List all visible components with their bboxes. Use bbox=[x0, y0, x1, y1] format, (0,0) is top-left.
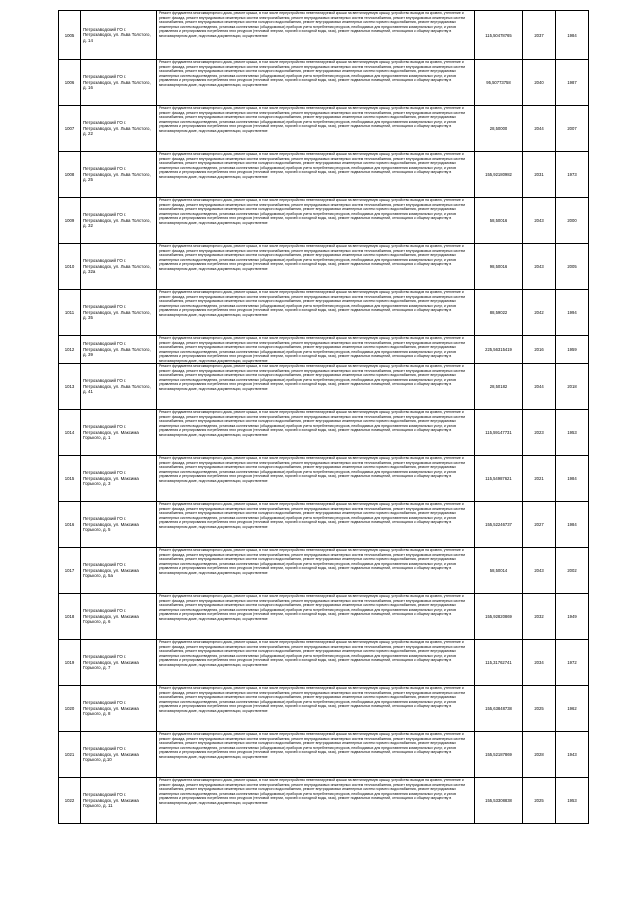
works-text: Ремонт фундамента многоквартирного дома, ремонт крыши, в том числе переустройство невентилируемой крыши на вентилируемую крышу, устройство выходов на кровлю, утепление и ремонт фасада, ремонт внутридомовых инженерных систем электроснабжения, ремонт внутридомовых инженерных систем теплоснабжения, ремонт внутридомовых инженерных систем газоснабжения, ремонт внутридомовых инженерных систем холодного водоснабжения, ремонт внутридомовых инженерных систем горячего водоснабжения, ремонт внутридомовых инженерных систем водоотведения, установка коллективных (общедомовых) приборов учета потребления ресурсов, необходимых для предоставления коммунальных услуг, и узлов управления и регулирования потребления этих ресурсов (тепловой энергии, горячей и холодной воды, газа), ремонт подвальных помещений, относящихся к общему имуществу в многоквартирном доме, подготовка документации, осуществление bbox=[159, 732, 465, 759]
table-row bbox=[59, 732, 589, 778]
row-number: 1013 bbox=[59, 364, 81, 410]
row-year-built: 2000 bbox=[556, 198, 589, 244]
row-year-built: 1973 bbox=[556, 152, 589, 198]
row-works bbox=[157, 106, 475, 152]
row-works bbox=[157, 732, 475, 778]
table-row bbox=[59, 336, 589, 364]
works-text: Ремонт фундамента многоквартирного дома, ремонт крыши, в том числе переустройство невентилируемой крыши на вентилируемую крышу, устройство выходов на кровлю, утепление и ремонт фасада, ремонт внутридомовых инженерных систем электроснабжения, ремонт внутридомовых инженерных систем теплоснабжения, ремонт внутридомовых инженерных систем газоснабжения, ремонт внутридомовых инженерных систем холодного водоснабжения, ремонт внутридомовых инженерных систем горячего водоснабжения, ремонт внутридомовых инженерных систем водоотведения, установка коллективных (общедомовых) приборов учета потребления ресурсов, необходимых для предоставления коммунальных услуг, и узлов управления и регулирования потребления этих ресурсов (тепловой энергии, горячей и холодной воды, газа), ремонт подвальных помещений, относящихся к общему имуществу в многоквартирном доме, подготовка документации, осуществление bbox=[159, 778, 465, 805]
row-address: Петрозаводский ГО г. Петрозаводск, ул. Льва Толстого, д. 22 bbox=[81, 106, 157, 152]
works-text: Ремонт фундамента многоквартирного дома, ремонт крыши, в том числе переустройство невентилируемой крыши на вентилируемую крышу, устройство выходов на кровлю, утепление и ремонт фасада, ремонт внутридомовых инженерных систем электроснабжения, ремонт внутридомовых инженерных систем теплоснабжения, ремонт внутридомовых инженерных систем газоснабжения, ремонт внутридомовых инженерных систем холодного водоснабжения, ремонт внутридомовых инженерных систем горячего водоснабжения, ремонт внутридомовых инженерных систем водоотведения, установка коллективных (общедомовых) приборов учета потребления ресурсов, необходимых для предоставления коммунальных услуг, и узлов управления и регулирования потребления этих ресурсов (тепловой энергии, горячей и холодной воды, газа), ремонт подвальных помещений, относящихся к общему имуществу в многоквартирном доме, подготовка документации, осуществление bbox=[159, 11, 465, 38]
row-cost: 115,31762741 bbox=[475, 640, 523, 686]
row-number: 1016 bbox=[59, 502, 81, 548]
row-year-plan: 2040 bbox=[523, 60, 556, 106]
works-text: Ремонт фундамента многоквартирного дома, ремонт крыши, в том числе переустройство невентилируемой крыши на вентилируемую крышу, устройство выходов на кровлю, утепление и ремонт фасада, ремонт внутридомовых инженерных систем электроснабжения, ремонт внутридомовых инженерных систем теплоснабжения, ремонт внутридомовых инженерных систем газоснабжения, ремонт внутридомовых инженерных систем холодного водоснабжения, ремонт внутридомовых инженерных систем горячего водоснабжения, ремонт внутридомовых инженерных систем водоотведения, установка коллективных (общедомовых) приборов учета потребления ресурсов, необходимых для предоставления коммунальных услуг, и узлов управления и регулирования потребления этих ресурсов (тепловой энергии, горячей и холодной воды, газа), ремонт подвальных помещений, относящихся к общему имуществу в многоквартирном доме, подготовка документации, осуществление bbox=[159, 594, 465, 621]
row-address: Петрозаводский ГО г. Петрозаводск, ул. Льва Толстого, д. 32 bbox=[81, 198, 157, 244]
row-cost: 155,92180982 bbox=[475, 152, 523, 198]
row-year-built: 1949 bbox=[556, 594, 589, 640]
row-address: Петрозаводский ГО г. Петрозаводск, ул. Льва Толстого, д. 14 bbox=[81, 11, 157, 60]
works-text: Ремонт фундамента многоквартирного дома, ремонт крыши, в том числе переустройство невентилируемой крыши на вентилируемую крышу, устройство выходов на кровлю, утепление и ремонт фасада, ремонт внутридомовых инженерных систем электроснабжения, ремонт внутридомовых инженерных систем теплоснабжения, ремонт внутридомовых инженерных систем газоснабжения, ремонт внутридомовых инженерных систем холодного водоснабжения, ремонт внутридомовых инженерных систем горячего водоснабжения, ремонт внутридомовых инженерных систем водоотведения, установка коллективных (общедомовых) приборов учета потребления ресурсов, необходимых для предоставления коммунальных услуг, и узлов управления и регулирования потребления этих ресурсов (тепловой энергии, горячей и холодной воды, газа), ремонт подвальных помещений, относящихся к общему имуществу в многоквартирном доме, подготовка документации, осуществление bbox=[159, 60, 465, 87]
row-cost: 155,52187869 bbox=[475, 732, 523, 778]
table-row bbox=[59, 548, 589, 594]
works-text: Ремонт фундамента многоквартирного дома, ремонт крыши, в том числе переустройство невентилируемой крыши на вентилируемую крышу, устройство выходов на кровлю, утепление и ремонт фасада, ремонт внутридомовых инженерных систем электроснабжения, ремонт внутридомовых инженерных систем теплоснабжения, ремонт внутридомовых инженерных систем газоснабжения, ремонт внутридомовых инженерных систем холодного водоснабжения, ремонт внутридомовых инженерных систем горячего водоснабжения, ремонт внутридомовых инженерных систем водоотведения, установка коллективных (общедомовых) приборов учета потребления ресурсов, необходимых для предоставления коммунальных услуг, и узлов управления и регулирования потребления этих ресурсов (тепловой энергии, горячей и холодной воды, газа), ремонт подвальных помещений, относящихся к общему имуществу в многоквартирном доме, подготовка документации, осуществление bbox=[159, 548, 465, 575]
row-works bbox=[157, 686, 475, 732]
row-cost: 95,50773758 bbox=[475, 60, 523, 106]
row-works bbox=[157, 410, 475, 456]
table-row bbox=[59, 106, 589, 152]
row-cost: 28,50000 bbox=[475, 106, 523, 152]
row-works bbox=[157, 364, 475, 410]
row-cost: 28,50182 bbox=[475, 364, 523, 410]
row-year-built: 1987 bbox=[556, 60, 589, 106]
works-text: Ремонт фундамента многоквартирного дома, ремонт крыши, в том числе переустройство невентилируемой крыши на вентилируемую крышу, устройство выходов на кровлю, утепление и ремонт фасада, ремонт внутридомовых инженерных систем электроснабжения, ремонт внутридомовых инженерных систем теплоснабжения, ремонт внутридомовых инженерных систем газоснабжения, ремонт внутридомовых инженерных систем холодного водоснабжения, ремонт внутридомовых инженерных систем горячего водоснабжения, ремонт внутридомовых инженерных систем водоотведения, установка коллективных (общедомовых) приборов учета потребления ресурсов, необходимых для предоставления коммунальных услуг, и узлов управления и регулирования потребления этих ресурсов (тепловой энергии, горячей и холодной воды, газа), ремонт подвальных помещений, относящихся к общему имуществу в многоквартирном доме, подготовка документации, осуществление bbox=[159, 290, 465, 317]
works-text: Ремонт фундамента многоквартирного дома, ремонт крыши, в том числе переустройство невентилируемой крыши на вентилируемую крышу, устройство выходов на кровлю, утепление и ремонт фасада, ремонт внутридомовых инженерных систем электроснабжения, ремонт внутридомовых инженерных систем теплоснабжения, ремонт внутридомовых инженерных систем газоснабжения, ремонт внутридомовых инженерных систем холодного водоснабжения, ремонт внутридомовых инженерных систем горячего водоснабжения, ремонт внутридомовых инженерных систем водоотведения, установка коллективных (общедомовых) приборов учета потребления ресурсов, необходимых для предоставления коммунальных услуг, и узлов управления и регулирования потребления этих ресурсов (тепловой энергии, горячей и холодной воды, газа), ремонт подвальных помещений, относящихся к общему имуществу в многоквартирном доме, подготовка документации, осуществление bbox=[159, 106, 465, 133]
row-address: Петрозаводский ГО г. Петрозаводск, ул. Максима Горького, д. 7 bbox=[81, 640, 157, 686]
row-year-built: 1984 bbox=[556, 502, 589, 548]
table-row bbox=[59, 778, 589, 824]
row-year-plan: 2043 bbox=[523, 198, 556, 244]
table-row bbox=[59, 364, 589, 410]
works-text: Ремонт фундамента многоквартирного дома, ремонт крыши, в том числе переустройство невентилируемой крыши на вентилируемую крышу, устройство выходов на кровлю, утепление и ремонт фасада, ремонт внутридомовых инженерных систем электроснабжения, ремонт внутридомовых инженерных систем теплоснабжения, ремонт внутридомовых инженерных систем газоснабжения, ремонт внутридомовых инженерных систем холодного водоснабжения, ремонт внутридомовых инженерных систем горячего водоснабжения, ремонт внутридомовых инженерных систем водоотведения, установка коллективных (общедомовых) приборов учета потребления ресурсов, необходимых для предоставления коммунальных услуг, и узлов управления и регулирования потребления этих ресурсов (тепловой энергии, горячей и холодной воды, газа), ремонт подвальных помещений, относящихся к общему имуществу в многоквартирном доме, подготовка документации, осуществление bbox=[159, 502, 465, 529]
row-works bbox=[157, 198, 475, 244]
row-year-built: 1959 bbox=[556, 336, 589, 364]
row-works bbox=[157, 640, 475, 686]
row-year-plan: 2025 bbox=[523, 686, 556, 732]
table-row bbox=[59, 244, 589, 290]
row-cost: 88,59022 bbox=[475, 290, 523, 336]
row-number: 1018 bbox=[59, 594, 81, 640]
row-number: 1022 bbox=[59, 778, 81, 824]
row-cost: 115,59147731 bbox=[475, 410, 523, 456]
row-works bbox=[157, 336, 475, 364]
table-row bbox=[59, 60, 589, 106]
row-address: Петрозаводский ГО г. Петрозаводск, ул. Льва Толстого, д. 39 bbox=[81, 336, 157, 364]
table-row bbox=[59, 11, 589, 60]
table-row bbox=[59, 686, 589, 732]
row-cost: 58,50016 bbox=[475, 198, 523, 244]
row-year-built: 1972 bbox=[556, 640, 589, 686]
row-year-plan: 2044 bbox=[523, 106, 556, 152]
works-text: Ремонт фундамента многоквартирного дома, ремонт крыши, в том числе переустройство невентилируемой крыши на вентилируемую крышу, устройство выходов на кровлю, утепление и ремонт фасада, ремонт внутридомовых инженерных систем электроснабжения, ремонт внутридомовых инженерных систем теплоснабжения, ремонт внутридомовых инженерных систем газоснабжения, ремонт внутридомовых инженерных систем холодного водоснабжения, ремонт внутридомовых инженерных систем горячего водоснабжения, ремонт внутридомовых инженерных систем водоотведения, установка коллективных (общедомовых) приборов учета потребления ресурсов, необходимых для предоставления коммунальных услуг, и узлов управления и регулирования потребления этих ресурсов (тепловой энергии, горячей и холодной воды, газа), ремонт подвальных помещений, относящихся к общему имуществу в многоквартирном доме, подготовка документации, осуществление bbox=[159, 410, 465, 437]
works-text: Ремонт фундамента многоквартирного дома, ремонт крыши, в том числе переустройство невентилируемой крыши на вентилируемую крышу, устройство выходов на кровлю, утепление и ремонт фасада, ремонт внутридомовых инженерных систем электроснабжения, ремонт внутридомовых инженерных систем теплоснабжения, ремонт внутридомовых инженерных систем газоснабжения, ремонт внутридомовых инженерных систем холодного водоснабжения, ремонт внутридомовых инженерных систем горячего водоснабжения, ремонт внутридомовых инженерных систем водоотведения, установка коллективных (общедомовых) приборов учета потребления ресурсов, необходимых для предоставления коммунальных услуг, и узлов управления и регулирования потребления этих ресурсов (тепловой энергии, горячей и холодной воды, газа), ремонт подвальных помещений, относящихся к общему имуществу в многоквартирном доме, подготовка документации, осуществление bbox=[159, 198, 465, 225]
row-cost: 115,50478765 bbox=[475, 11, 523, 60]
row-number: 1011 bbox=[59, 290, 81, 336]
row-cost: 115,54987621 bbox=[475, 456, 523, 502]
row-number: 1012 bbox=[59, 336, 81, 364]
row-year-plan: 2043 bbox=[523, 548, 556, 594]
row-number: 1009 bbox=[59, 198, 81, 244]
row-year-built: 1953 bbox=[556, 410, 589, 456]
row-number: 1020 bbox=[59, 686, 81, 732]
works-text: Ремонт фундамента многоквартирного дома, ремонт крыши, в том числе переустройство невентилируемой крыши на вентилируемую крышу, устройство выходов на кровлю, утепление и ремонт фасада, ремонт внутридомовых инженерных систем электроснабжения, ремонт внутридомовых инженерных систем теплоснабжения, ремонт внутридомовых инженерных систем газоснабжения, ремонт внутридомовых инженерных систем холодного водоснабжения, ремонт внутридомовых инженерных систем горячего водоснабжения, ремонт внутридомовых инженерных систем водоотведения, установка коллективных (общедомовых) приборов учета потребления ресурсов, необходимых для предоставления коммунальных услуг, и узлов управления и регулирования потребления этих ресурсов (тепловой энергии, горячей и холодной воды, газа), ремонт подвальных помещений, относящихся к общему имуществу в многоквартирном доме, подготовка документации, осуществление bbox=[159, 640, 465, 667]
row-year-built: 2005 bbox=[556, 244, 589, 290]
row-year-built: 2018 bbox=[556, 364, 589, 410]
works-text: Ремонт фундамента многоквартирного дома, ремонт крыши, в том числе переустройство невентилируемой крыши на вентилируемую крышу, устройство выходов на кровлю, утепление и ремонт фасада, ремонт внутридомовых инженерных систем электроснабжения, ремонт внутридомовых инженерных систем теплоснабжения, ремонт внутридомовых инженерных систем газоснабжения, ремонт внутридомовых инженерных систем холодного водоснабжения, ремонт внутридомовых инженерных систем горячего водоснабжения, ремонт внутридомовых инженерных систем водоотведения, установка коллективных (общедомовых) приборов учета потребления ресурсов, необходимых для предоставления коммунальных услуг, и узлов управления и регулирования потребления этих ресурсов (тепловой энергии, горячей и холодной воды, газа), ремонт подвальных помещений, относящихся к общему имуществу в многоквартирном доме, подготовка документации, осуществление bbox=[159, 456, 465, 483]
row-number: 1005 bbox=[59, 11, 81, 60]
row-works bbox=[157, 778, 475, 824]
row-cost: 58,50014 bbox=[475, 548, 523, 594]
row-number: 1006 bbox=[59, 60, 81, 106]
row-year-built: 2007 bbox=[556, 106, 589, 152]
row-year-plan: 2034 bbox=[523, 640, 556, 686]
row-address: Петрозаводский ГО г. Петрозаводск, ул. Максима Горького, д. 5 bbox=[81, 502, 157, 548]
row-address: Петрозаводский ГО г. Петрозаводск, ул. Максима Горького, д. 6 bbox=[81, 594, 157, 640]
row-year-built: 1984 bbox=[556, 11, 589, 60]
row-number: 1021 bbox=[59, 732, 81, 778]
row-works bbox=[157, 152, 475, 198]
row-works bbox=[157, 11, 475, 60]
row-address: Петрозаводский ГО г. Петрозаводск, ул. Максима Горького, д.10 bbox=[81, 732, 157, 778]
row-year-plan: 2025 bbox=[523, 778, 556, 824]
row-year-plan: 2023 bbox=[523, 410, 556, 456]
row-year-plan: 2021 bbox=[523, 456, 556, 502]
row-number: 1007 bbox=[59, 106, 81, 152]
row-address: Петрозаводский ГО г. Петрозаводск, ул. Максима Горького, д. 1 bbox=[81, 410, 157, 456]
row-address: Петрозаводский ГО г. Петрозаводск, ул. Льва Толстого, д. 35 bbox=[81, 290, 157, 336]
document-page bbox=[58, 10, 588, 824]
row-address: Петрозаводский ГО г. Петрозаводск, ул. Максима Горького, д. 11 bbox=[81, 778, 157, 824]
row-year-built: 1962 bbox=[556, 686, 589, 732]
row-address: Петрозаводский ГО г. Петрозаводск, ул. Льва Толстого, д. 25 bbox=[81, 152, 157, 198]
row-year-built: 2002 bbox=[556, 548, 589, 594]
row-year-plan: 2016 bbox=[523, 336, 556, 364]
housing-repair-table bbox=[58, 10, 589, 824]
table-row bbox=[59, 198, 589, 244]
row-number: 1010 bbox=[59, 244, 81, 290]
works-text: Ремонт фундамента многоквартирного дома, ремонт крыши, в том числе переустройство невентилируемой крыши на вентилируемую крышу, устройство выходов на кровлю, утепление и ремонт фасада, ремонт внутридомовых инженерных систем электроснабжения, ремонт внутридомовых инженерных систем теплоснабжения, ремонт внутридомовых инженерных систем газоснабжения, ремонт внутридомовых инженерных систем холодного водоснабжения, ремонт внутридомовых инженерных систем горячего водоснабжения, ремонт внутридомовых инженерных систем водоотведения, установка коллективных (общедомовых) приборов учета потребления ресурсов, необходимых для предоставления коммунальных услуг, и узлов управления и регулирования потребления этих ресурсов (тепловой энергии, горячей и холодной воды, газа), ремонт подвальных помещений, относящихся к общему имуществу в многоквартирном доме, подготовка документации, осуществление bbox=[159, 364, 465, 391]
row-address: Петрозаводский ГО г. Петрозаводск, ул. Максима Горького, д. 8 bbox=[81, 686, 157, 732]
works-text: Ремонт фундамента многоквартирного дома, ремонт крыши, в том числе переустройство невентилируемой крыши на вентилируемую крышу, устройство выходов на кровлю, утепление и ремонт фасада, ремонт внутридомовых инженерных систем электроснабжения, ремонт внутридомовых инженерных систем теплоснабжения, ремонт внутридомовых инженерных систем газоснабжения, ремонт внутридомовых инженерных систем холодного водоснабжения, ремонт внутридомовых инженерных систем горячего водоснабжения, ремонт внутридомовых инженерных систем водоотведения, установка коллективных (общедомовых) приборов учета потребления ресурсов, необходимых для предоставления коммунальных услуг, и узлов управления и регулирования потребления этих ресурсов (тепловой энергии, горячей и холодной воды, газа), ремонт подвальных помещений, относящихся к общему имуществу в многоквартирном доме, подготовка документации, осуществление bbox=[159, 336, 465, 363]
table-row bbox=[59, 290, 589, 336]
row-year-plan: 2028 bbox=[523, 732, 556, 778]
row-address: Петрозаводский ГО г. Петрозаводск, ул. Льва Толстого, д. 41 bbox=[81, 364, 157, 410]
row-address: Петрозаводский ГО г. Петрозаводск, ул. Льва Толстого, д. 16 bbox=[81, 60, 157, 106]
row-year-plan: 2031 bbox=[523, 152, 556, 198]
row-number: 1008 bbox=[59, 152, 81, 198]
row-address: Петрозаводский ГО г. Петрозаводск, ул. Максима Горького, д. 5а bbox=[81, 548, 157, 594]
row-cost: 155,92820869 bbox=[475, 594, 523, 640]
row-year-built: 1994 bbox=[556, 290, 589, 336]
row-works bbox=[157, 456, 475, 502]
row-year-built: 1984 bbox=[556, 456, 589, 502]
row-year-plan: 2032 bbox=[523, 594, 556, 640]
works-text: Ремонт фундамента многоквартирного дома, ремонт крыши, в том числе переустройство невентилируемой крыши на вентилируемую крышу, устройство выходов на кровлю, утепление и ремонт фасада, ремонт внутридомовых инженерных систем электроснабжения, ремонт внутридомовых инженерных систем теплоснабжения, ремонт внутридомовых инженерных систем газоснабжения, ремонт внутридомовых инженерных систем холодного водоснабжения, ремонт внутридомовых инженерных систем горячего водоснабжения, ремонт внутридомовых инженерных систем водоотведения, установка коллективных (общедомовых) приборов учета потребления ресурсов, необходимых для предоставления коммунальных услуг, и узлов управления и регулирования потребления этих ресурсов (тепловой энергии, горячей и холодной воды, газа), ремонт подвальных помещений, относящихся к общему имуществу в многоквартирном доме, подготовка документации, осуществление bbox=[159, 152, 465, 179]
table-row bbox=[59, 502, 589, 548]
row-year-built: 1943 bbox=[556, 732, 589, 778]
row-works bbox=[157, 60, 475, 106]
row-cost: 98,50016 bbox=[475, 244, 523, 290]
row-cost: 155,63848738 bbox=[475, 686, 523, 732]
row-year-plan: 2027 bbox=[523, 502, 556, 548]
row-cost: 155,53308838 bbox=[475, 778, 523, 824]
row-works bbox=[157, 594, 475, 640]
table-row bbox=[59, 456, 589, 502]
row-number: 1015 bbox=[59, 456, 81, 502]
row-number: 1017 bbox=[59, 548, 81, 594]
row-year-plan: 2037 bbox=[523, 11, 556, 60]
row-works bbox=[157, 290, 475, 336]
row-number: 1019 bbox=[59, 640, 81, 686]
row-address: Петрозаводский ГО г. Петрозаводск, ул. Льва Толстого, д. 32а bbox=[81, 244, 157, 290]
table-row bbox=[59, 594, 589, 640]
row-works bbox=[157, 502, 475, 548]
table-row bbox=[59, 640, 589, 686]
table-row bbox=[59, 410, 589, 456]
row-year-plan: 2044 bbox=[523, 364, 556, 410]
row-cost: 155,52246737 bbox=[475, 502, 523, 548]
works-text: Ремонт фундамента многоквартирного дома, ремонт крыши, в том числе переустройство невентилируемой крыши на вентилируемую крышу, устройство выходов на кровлю, утепление и ремонт фасада, ремонт внутридомовых инженерных систем электроснабжения, ремонт внутридомовых инженерных систем теплоснабжения, ремонт внутридомовых инженерных систем газоснабжения, ремонт внутридомовых инженерных систем холодного водоснабжения, ремонт внутридомовых инженерных систем горячего водоснабжения, ремонт внутридомовых инженерных систем водоотведения, установка коллективных (общедомовых) приборов учета потребления ресурсов, необходимых для предоставления коммунальных услуг, и узлов управления и регулирования потребления этих ресурсов (тепловой энергии, горячей и холодной воды, газа), ремонт подвальных помещений, относящихся к общему имуществу в многоквартирном доме, подготовка документации, осуществление bbox=[159, 244, 465, 271]
row-year-plan: 2043 bbox=[523, 244, 556, 290]
row-works bbox=[157, 244, 475, 290]
row-address: Петрозаводский ГО г. Петрозаводск, ул. Максима Горького, д. 3 bbox=[81, 456, 157, 502]
row-year-plan: 2042 bbox=[523, 290, 556, 336]
row-year-built: 1953 bbox=[556, 778, 589, 824]
row-cost: 225,56315419 bbox=[475, 336, 523, 364]
row-number: 1014 bbox=[59, 410, 81, 456]
works-text: Ремонт фундамента многоквартирного дома, ремонт крыши, в том числе переустройство невентилируемой крыши на вентилируемую крышу, устройство выходов на кровлю, утепление и ремонт фасада, ремонт внутридомовых инженерных систем электроснабжения, ремонт внутридомовых инженерных систем теплоснабжения, ремонт внутридомовых инженерных систем газоснабжения, ремонт внутридомовых инженерных систем холодного водоснабжения, ремонт внутридомовых инженерных систем горячего водоснабжения, ремонт внутридомовых инженерных систем водоотведения, установка коллективных (общедомовых) приборов учета потребления ресурсов, необходимых для предоставления коммунальных услуг, и узлов управления и регулирования потребления этих ресурсов (тепловой энергии, горячей и холодной воды, газа), ремонт подвальных помещений, относящихся к общему имуществу в многоквартирном доме, подготовка документации, осуществление bbox=[159, 686, 465, 713]
table-row bbox=[59, 152, 589, 198]
table-body bbox=[59, 11, 589, 824]
row-works bbox=[157, 548, 475, 594]
